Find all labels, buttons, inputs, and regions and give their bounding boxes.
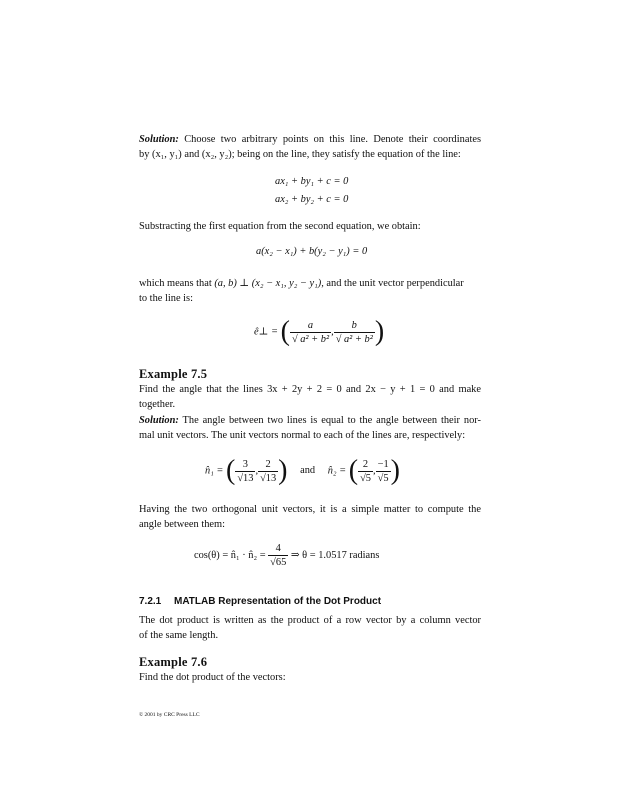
dot-product-paragraph (139, 613, 481, 643)
orthogonal-paragraph (139, 502, 481, 532)
fraction-b (334, 319, 375, 346)
example-7-6-text (139, 670, 481, 685)
n2-fraction-1-den: √5 (360, 472, 371, 484)
example-7-6-heading: Example 7.6 (139, 655, 208, 669)
fraction-a (290, 319, 331, 346)
n2-fraction-2-num: −1 (377, 458, 389, 470)
unit-vector-equation: ê⊥ = ( $\frac{a}{\text{√ a² + b²}}$ , $\frac{b}{\text{√ a² + b²}}$ ) (254, 316, 385, 347)
example-7-5-line-2: together. (139, 399, 176, 410)
n1-lhs: n̂₁ = (205, 465, 224, 477)
orthogonal-line-1: Having the two orthogonal unit vectors, it is a simple matter to compute the (139, 504, 481, 515)
n2-fraction-2 (376, 458, 391, 485)
difference-equation: a(x₂ − x₁) + b(y₂ − y₁) = 0 (256, 246, 368, 257)
subtract-paragraph (139, 219, 481, 234)
dot-product-line-1: The dot product is written as the product of a row vector by a column vector (139, 615, 481, 626)
section-title: MATLAB Representation of the Dot Product (174, 596, 382, 607)
cosine-equation (194, 541, 379, 571)
subtract-text: Substracting the first equation from the second equation, we obtain: (139, 221, 421, 232)
fraction-a-numerator: a (307, 319, 314, 331)
dot-product-line-2: of the same length. (139, 630, 219, 641)
n1-fraction-2-den: √13 (260, 472, 277, 484)
example-7-5-text (139, 382, 481, 412)
n1-fraction-1-den: √13 (237, 472, 254, 484)
example-7-5-heading: Example 7.5 (139, 367, 208, 381)
solution-2-line-2: mal unit vectors. The unit vectors normal to each of the lines are, respectively: (139, 430, 466, 441)
n2-fraction-1 (358, 458, 373, 485)
solution-2-line-1: The angle between two lines is equal to the angle between their nor- (178, 415, 481, 426)
solution-label-2: Solution: (139, 415, 179, 426)
n2-lhs: n̂₂ = (327, 465, 347, 477)
cosine-fraction (268, 542, 288, 569)
normal-vectors-equation: n̂₁ = ( $\frac{3}{√13}$ , $\frac{2}{√13}$ ) and n̂₂ = ( $\frac{2}{√5}$ , $\frac{-1}{√5}$ ) (205, 455, 400, 486)
n2-fraction-2-den: √5 (376, 471, 391, 485)
section-number: 7.2.1 (139, 596, 162, 607)
and-word: and (300, 465, 316, 477)
means-text-line-2: to the line is: (139, 293, 193, 304)
means-text-pre: which means that (139, 278, 215, 289)
solution-text-line-1: Choose two arbitrary points on this line. Denote their coordinates (178, 134, 481, 145)
cosine-fraction-den: √65 (270, 557, 287, 569)
equation-line-1: ax₁ + by₁ + c = 0 (275, 176, 349, 187)
unit-vector-lhs: ê⊥ = (254, 326, 278, 338)
n1-fraction-2-num: 2 (265, 458, 271, 470)
n1-fraction-2 (258, 458, 278, 485)
n1-fraction-1 (235, 458, 255, 485)
fraction-a-denominator: √ a² + b² (291, 333, 330, 345)
section-heading (139, 596, 381, 607)
cosine-fraction-num: 4 (275, 543, 281, 555)
solution-label: Solution: (139, 134, 179, 145)
example-7-6-line-1: Find the dot product of the vectors: (139, 672, 286, 683)
example-7-5-line-1: Find the angle that the lines 3x + 2y + 2 = 0 and 2x − y + 1 = 0 and make (139, 384, 481, 395)
means-text-post: and the unit vector perpendicular (323, 278, 464, 289)
n1-fraction-1-num: 3 (242, 458, 248, 470)
cosine-lhs: cos(θ) = n̂₁ · n̂₂ = (194, 550, 266, 561)
solution-text-line-2: by (x₁, y₁) and (x₂, y₂); being on the line, they satisfy the equation of the line: (139, 149, 461, 160)
solution-paragraph-2 (139, 413, 481, 443)
n2-fraction-1-num: 2 (362, 458, 369, 470)
fraction-b-denominator: √ a² + b² (335, 333, 373, 345)
cosine-result: ⇒ θ = 1.0517 radians (290, 550, 380, 561)
orthogonal-line-2: angle between them: (139, 519, 225, 530)
solution-paragraph-1 (139, 132, 481, 162)
perpendicular-paragraph (139, 276, 481, 306)
equation-line-2: ax₂ + by₂ + c = 0 (275, 194, 349, 205)
fraction-b-numerator: b (351, 319, 357, 331)
perpendicular-math: (a, b) ⊥ (x₂ − x₁, y₂ − y₁), (214, 278, 324, 289)
copyright-footer: © 2001 by CRC Press LLC (139, 712, 200, 718)
